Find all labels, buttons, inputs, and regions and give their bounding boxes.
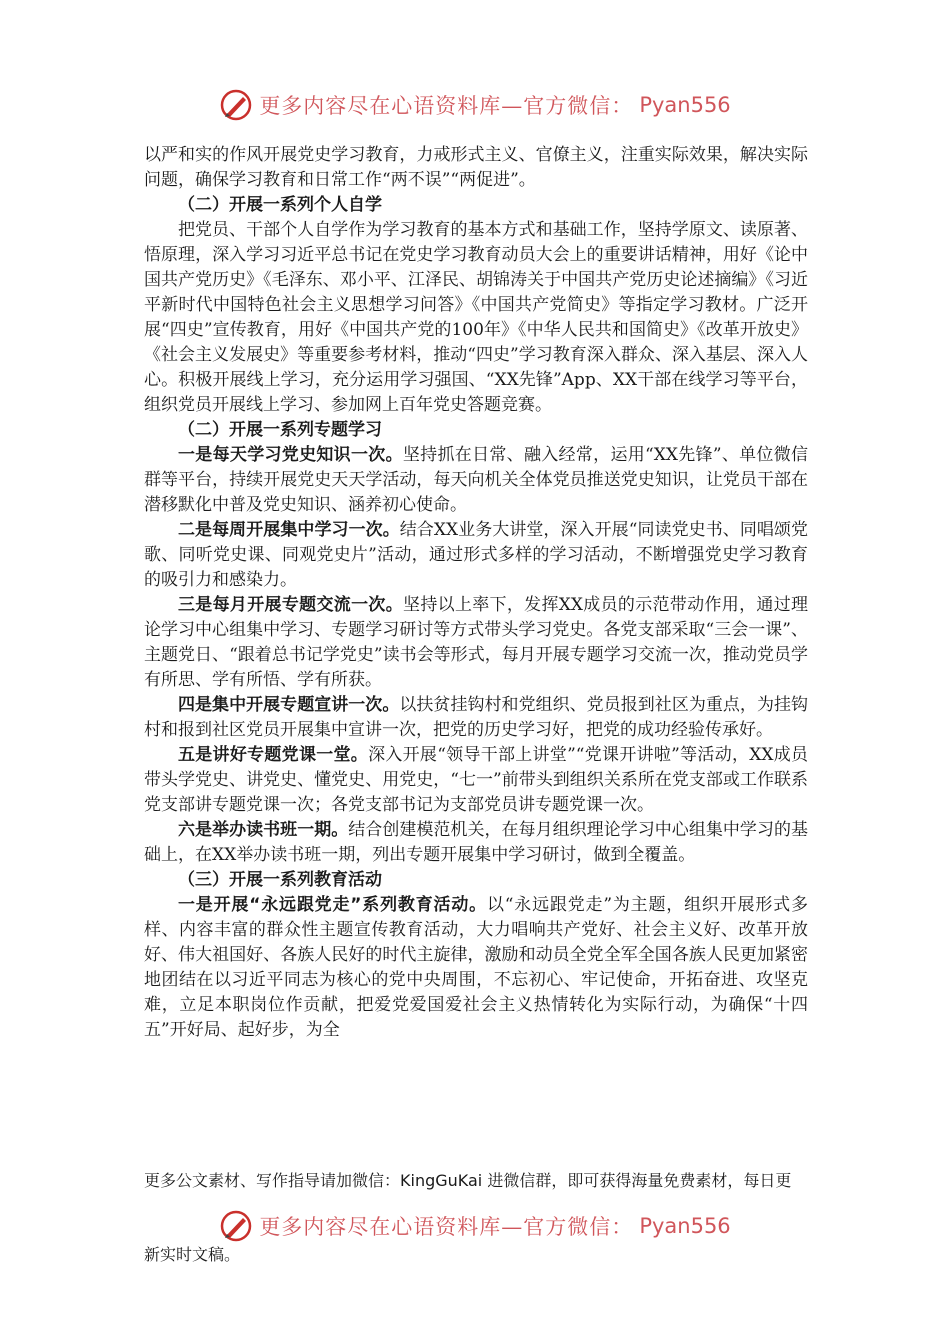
list-item — [144, 693, 808, 743]
item-lead: 三是每月开展专题交流一次。 — [178, 595, 404, 615]
item-lead: 一是开展“永远跟党走”系列教育活动。 — [178, 895, 487, 915]
document-body — [144, 143, 808, 1043]
list-item — [144, 818, 808, 868]
list-item — [144, 443, 808, 518]
banner-text: 更多内容尽在心语资料库—官方微信： — [259, 1215, 634, 1239]
list-item — [144, 893, 808, 1043]
section-heading: （二）开展一系列专题学习 — [178, 420, 382, 440]
banner-wechat-id: Pyan556 — [639, 1214, 731, 1238]
item-text: 深入开展“领导干部上讲堂”“党课开讲啦”等活动，XX成员带头学党史、讲党史、懂党史、用党史，“七一”前带头到组织关系所在党支部或工作联系党支部讲专题党课一次；各党支部书记为支部党员讲专题党课一次。 — [144, 745, 809, 815]
footer-tail: 新实时文稿。 — [144, 1245, 241, 1264]
item-lead: 五是讲好专题党课一堂。 — [178, 745, 369, 765]
paragraph: 把党员、干部个人自学作为学习教育的基本方式和基础工作，坚持学原文、读原著、悟原理，深入学习习近平总书记在党史学习教育动员大会上的重要讲话精神，用好《论中国共产党历史》《毛泽东、邓小平、江泽民、胡锦涛关于中国共产党历史论述摘编》《习近平新时代中国特色社会主义思想学习问答》《中国共产党简史》等指定学习教材。广泛开展“四史”宣传教育，用好《中国共产党的100年》《中华人民共和国简史》《改革开放史》《社会主义发展史》等重要参考材料，推动“四史”学习教育深入群众、深入基层、深入人心。积极开展线上学习，充分运用学习强国、“XX先锋”App、XX干部在线学习等平台，组织党员开展线上学习、参加网上百年党史答题竞赛。 — [144, 220, 808, 415]
item-text: 结合XX业务大讲堂，深入开展“同读党史书、同唱颂党歌、同听党史课、同观党史片”活动，通过形式多样的学习活动，不断增强党史学习教育的吸引力和感染力。 — [144, 520, 808, 590]
banner-wechat-id: Pyan556 — [639, 93, 731, 117]
item-lead: 二是每周开展集中学习一次。 — [178, 520, 400, 540]
paragraph: 以严和实的作风开展党史学习教育，力戒形式主义、官僚主义，注重实际效果，解决实际问题，确保学习教育和日常工作“两不误”“两促进”。 — [144, 145, 808, 190]
item-text: 坚持以上率下，发挥XX成员的示范带动作用，通过理论学习中心组集中学习、专题学习研讨等方式带头学习党史。各党支部采取“三会一课”、主题党日、“跟着总书记学党史”读书会等形式，每月开展专题学习交流一次，推动党员学有所思、学有所悟、学有所获。 — [144, 595, 808, 690]
header-banner — [0, 85, 950, 125]
list-item — [144, 518, 808, 593]
section-heading: （二）开展一系列个人自学 — [178, 195, 382, 215]
banner-text: 更多内容尽在心语资料库—官方微信： — [259, 94, 634, 118]
pen-logo-icon — [219, 88, 253, 122]
item-text: 结合创建模范机关，在每月组织理论学习中心组集中学习的基础上，在XX举办读书班一期，列出专题开展集中学习研讨，做到全覆盖。 — [144, 820, 809, 865]
footer-banner — [0, 1206, 950, 1246]
footer-note: 更多公文素材、写作指导请加微信：KingGuKai 进微信群，即可获得海量免费素材，每日更 — [144, 1171, 792, 1190]
item-text: 以扶贫挂钩村和党组织、党员报到社区为重点，为挂钩村和报到社区党员开展集中宣讲一次，把党的历史学习好，把党的成功经验传承好。 — [144, 695, 809, 740]
item-text: 坚持抓在日常、融入经常，运用“XX先锋”、单位微信群等平台，持续开展党史天天学活动，每天向机关全体党员推送党史知识，让党员干部在潜移默化中普及党史知识、涵养初心使命。 — [144, 445, 809, 515]
item-lead: 一是每天学习党史知识一次。 — [178, 445, 403, 465]
item-text: 以“永远跟党走”为主题，组织开展形式多样、内容丰富的群众性主题宣传教育活动，大力唱响共产党好、社会主义好、改革开放好、伟大祖国好、各族人民好的时代主旋律，激励和动员全党全军全国各族人民更加紧密地团结在以习近平同志为核心的党中央周围，不忘初心、牢记使命，开拓奋进、攻坚克难，立足本职岗位作贡献，把爱党爱国爱社会主义热情转化为实际行动，为确保“十四五”开好局、起好步，为全 — [144, 895, 808, 1040]
item-lead: 六是举办读书班一期。 — [178, 820, 349, 840]
item-lead: 四是集中开展专题宣讲一次。 — [178, 695, 400, 715]
list-item — [144, 743, 808, 818]
pen-logo-icon — [219, 1209, 253, 1243]
section-heading: （三）开展一系列教育活动 — [178, 870, 382, 890]
list-item — [144, 593, 808, 693]
